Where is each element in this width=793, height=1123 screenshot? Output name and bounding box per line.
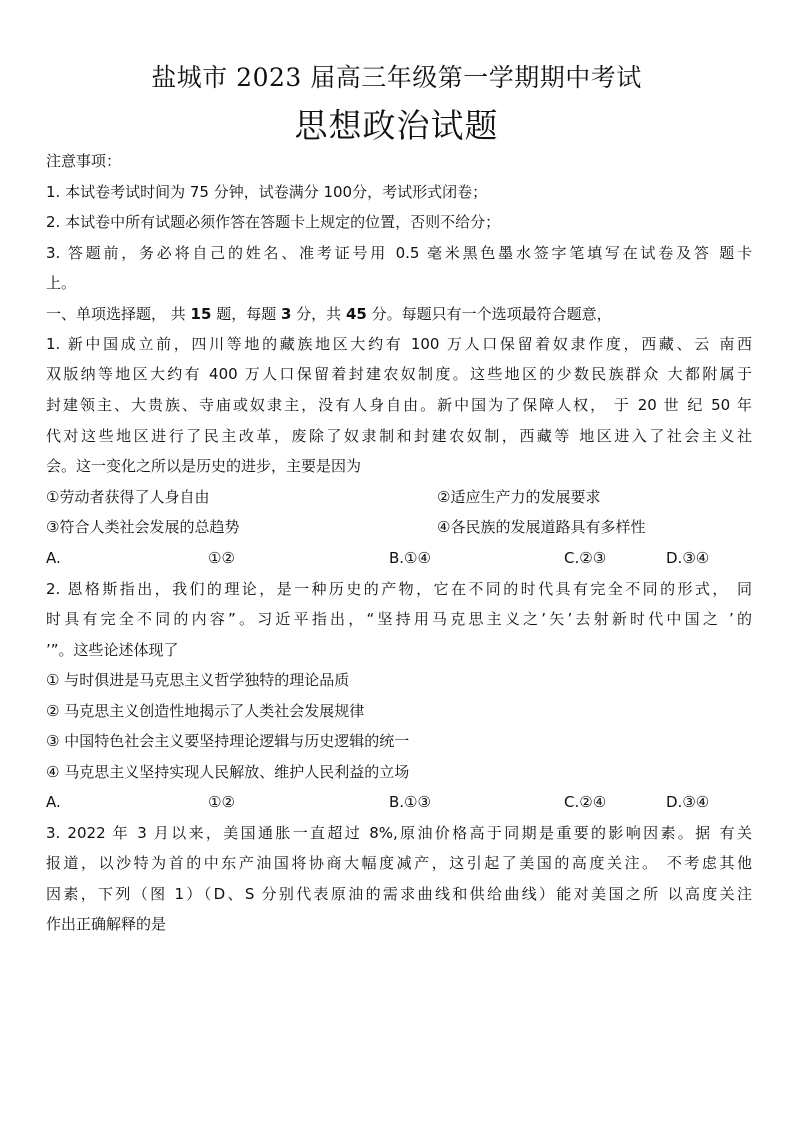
note-item-2: 2. 本试卷中所有试题必须作答在答题卡上规定的位置，否则不给分； bbox=[46, 213, 501, 231]
q1-stem-line-3: 封建领主、大贵族、寺庙或奴隶主，没有人身自由。新中国为了保障人权， 于 20 世 纪 50 年 bbox=[46, 396, 752, 414]
note-item-1: 1. 本试卷考试时间为 75 分钟，试卷满分 100分，考试形式闭卷； bbox=[46, 183, 488, 201]
section-1-mid2: 分，共 bbox=[291, 305, 346, 323]
notes-heading: 注意事项： bbox=[46, 152, 122, 170]
exam-subject-title: 思想政治试题 bbox=[294, 106, 499, 145]
section-1-total: 45 bbox=[345, 305, 367, 323]
section-1-heading bbox=[46, 304, 612, 324]
note-item-3: 3. 答题前，务必将自己的姓名、准考证号用 0.5 毫米黑色墨水签字笔填写在试卷及答 题卡 bbox=[46, 244, 752, 262]
section-1-prefix: 一、单项选择题， 共 bbox=[46, 305, 191, 323]
q2-choice-d: D.③④ bbox=[666, 793, 710, 811]
section-1-suffix: 分。每题只有一个选项最符合题意， bbox=[366, 305, 612, 323]
q1-choice-c: C.②③ bbox=[564, 549, 607, 567]
q1-choice-a: ①② bbox=[208, 549, 235, 567]
q2-choice-a: ①② bbox=[208, 793, 235, 811]
q1-stem-line-4: 代对这些地区进行了民主改革，废除了奴隶制和封建农奴制，西藏等 地区进入了社会主义社 bbox=[46, 427, 752, 445]
q2-option-4: ④ 马克思主义坚持实现人民解放、维护人民利益的立场 bbox=[46, 763, 410, 781]
exam-title: 盐城市 2023 届高三年级第一学期期中考试 bbox=[151, 63, 642, 92]
q1-option-4: ④各民族的发展道路具有多样性 bbox=[437, 518, 646, 536]
q3-stem-line-3: 因素，下列（图 1）（D、S 分别代表原油的需求曲线和供给曲线）能对美国之所 以高度关注 bbox=[46, 885, 752, 903]
q1-choice-d: D.③④ bbox=[666, 549, 710, 567]
q3-stem-line-4: 作出正确解释的是 bbox=[46, 915, 167, 933]
q1-stem-line-5: 会。这一变化之所以是历史的进步，主要是因为 bbox=[46, 457, 362, 475]
q1-option-1: ①劳动者获得了人身自由 bbox=[46, 488, 210, 506]
q1-choice-a-label: A. bbox=[46, 549, 61, 567]
q3-stem-line-2: 报道，以沙特为首的中东产油国将协商大幅度减产，这引起了美国的高度关注。 不考虑其他 bbox=[46, 854, 752, 872]
q2-option-2: ② 马克思主义创造性地揭示了人类社会发展规律 bbox=[46, 702, 365, 720]
note-item-3-cont: 上。 bbox=[46, 274, 77, 292]
q2-stem-line-1: 2. 恩格斯指出，我们的理论，是一种历史的产物，它在不同的时代具有完全不同的形式， 同 bbox=[46, 580, 752, 598]
section-1-per: 3 bbox=[280, 305, 292, 323]
q2-stem-line-3: ’”。这些论述体现了 bbox=[46, 641, 179, 659]
q2-choice-c: C.②④ bbox=[564, 793, 607, 811]
q2-option-3: ③ 中国特色社会主义要坚持理论逻辑与历史逻辑的统一 bbox=[46, 732, 410, 750]
q1-option-2: ②适应生产力的发展要求 bbox=[437, 488, 601, 506]
q2-choice-b: B.①③ bbox=[389, 793, 431, 811]
q1-choice-b: B.①④ bbox=[389, 549, 431, 567]
q1-option-3: ③符合人类社会发展的总趋势 bbox=[46, 518, 240, 536]
q2-option-1: ① 与时俱进是马克思主义哲学独特的理论品质 bbox=[46, 671, 350, 689]
q1-stem-line-1: 1. 新中国成立前，四川等地的藏族地区大约有 100 万人口保留着奴隶作度，西藏、云 南西 bbox=[46, 335, 752, 353]
q2-stem-line-2: 时具有完全不同的内容”。习近平指出，“坚持用马克思主义之’矢’去射新时代中国之 ’的 bbox=[46, 610, 752, 628]
q1-stem-line-2: 双版纳等地区大约有 400 万人口保留着封建农奴制度。这些地区的少数民族群众 大都附属于 bbox=[46, 365, 752, 383]
q3-stem-line-1: 3. 2022 年 3 月以来，美国通胀一直超过 8%,原油价格高于同期是重要的影响因素。据 有关 bbox=[46, 824, 752, 842]
q2-choice-a-label: A. bbox=[46, 793, 61, 811]
section-1-count: 15 bbox=[190, 305, 212, 323]
section-1-mid1: 题，每题 bbox=[211, 305, 281, 323]
